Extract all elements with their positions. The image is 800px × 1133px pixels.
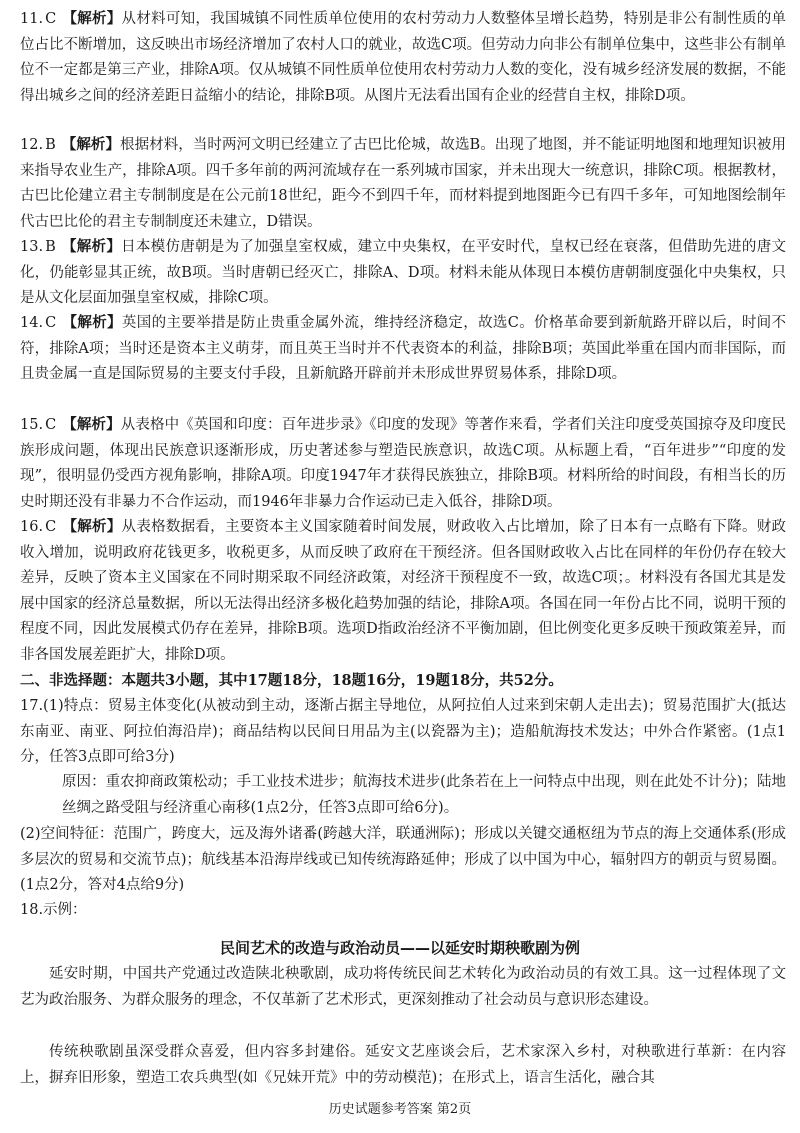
- answer-item-12: 12. B 【解析】根据材料，当时两河文明已经建立了古巴比伦城，故选B。出现了地图，并不能证明地图和地理知识被用来指导农业生产，排除A项。四千多年前的两河流域存在一系列城市国家，并未出现大一统意识，排除C项。根据教材，古巴比伦建立君主专制制度是在公元前18世纪，距今不到四千年，而材料提到地图距今已有四千多年，可知地图绘制年代古巴比伦的君主专制制度还未建立，D错误。: [20, 136, 786, 230]
- section-title-non-choice: 二、非选择题：本题共3小题，其中17题18分，18题16分，19题18分，共52分。: [20, 672, 563, 689]
- essay-title: 民间艺术的改造与政治动员——以延安时期秧歌剧为例: [219, 939, 580, 957]
- essay-paragraph-2: 传统秧歌剧虽深受群众喜爱，但内容多封建俗。延安文艺座谈会后，艺术家深入乡村，对秧歌进行革新：在内容上，摒弃旧形象，塑造工农兵典型(如《兄妹开荒》中的劳动模范)；在形式上，语言生活化，融合其: [20, 1044, 786, 1086]
- answer-18-label: 18.示例：: [20, 902, 87, 918]
- answer-item-11: 11. C 【解析】从材料可知，我国城镇不同性质单位使用的农村劳动力人数整体呈增长趋势，特别是非公有制性质的单位占比不断增加，这反映出市场经济增加了农村人口的就业，故选C项。但劳动力向非公有制单位集中，这些非公有制单位不一定都是第三产业，排除A项。仅从城镇不同性质单位使用农村劳动力人数的变化，没有城乡经济发展的数据，不能得出城乡之间的经济差距日益缩小的结论，排除B项。从图片无法看出国有企业的经营自主权，排除D项。: [20, 10, 787, 104]
- answer-item-15: 15. C 【解析】从表格中《英国和印度：百年进步录》《印度的发现》等著作来看，学者们关注印度受英国掠夺及印度民族形成问题，体现出民族意识逐渐形成，历史著述参与塑造民族意识，故选C项。从标题上看，“百年进步”“印度的发现”，很明显仍受西方视角影响，排除A项。印度1947年才获得民族独立，排除B项。材料所给的时间段，有相当长的历史时期还没有非暴力不合作运动，而1946年非暴力合作运动已走入低谷，排除D项。: [20, 416, 786, 510]
- answer-item-13: 13. B 【解析】日本模仿唐朝是为了加强皇室权威，建立中央集权，在平安时代，皇权已经在衰落，但借助先进的唐文化，仍能彰显其正统，故B项。当时唐朝已经灭亡，排除A、D项。材料未能从体现日本模仿唐朝制度强化中央集权，只是从文化层面加强皇室权威，排除C项。: [20, 238, 786, 307]
- page-footer: 历史试题参考答案 第2页: [328, 1102, 472, 1117]
- answer-17-part1: 17.(1)特点：贸易主体变化(从被动到主动，逐渐占据主导地位，从阿拉伯人过来到宋朝人走出去)；贸易范围扩大(抵达东南亚、南亚、阿拉伯海沿岸)；商品结构以民间日用品为主(以瓷器为主)；造船航海技术发达；中外合作紧密。(1点1分，任答3点即可给3分): [20, 698, 786, 766]
- answer-item-14: 14. C 【解析】英国的主要举措是防止贵重金属外流，维持经济稳定，故选C。价格革命要到新航路开辟以后，时间不符，排除A项；当时还是资本主义萌芽，而且英王当时并不代表资本的利益，排除B项；英国此举重在国内而非国际，而且贵金属一直是国际贸易的主要支付手段，且新航路开辟前并未形成世界贸易体系，排除D项。: [20, 314, 787, 383]
- answer-item-16: 16. C 【解析】从表格数据看，主要资本主义国家随着时间发展，财政收入占比增加，除了日本有一点略有下降。财政收入增加，说明政府花钱更多，收税更多，从而反映了政府在干预经济。但各国财政收入占比在同样的年份仍存在较大差异，反映了资本主义国家在不同时期采取不同经济政策，对经济干预程度不一致，故选C项；。材料没有各国尤其是发展中国家的经济总量数据，所以无法得出经济多极化趋势加强的结论，排除A项。各国在同一年份占比不同，说明干预的程度不同，因此发展模式仍存在差异，排除B项。选项D指政治经济不平衡加剧，但比例变化更多反映干预政策差异，而非各国发展差距扩大，排除D项。: [20, 518, 787, 663]
- essay-paragraph-1: 延安时期，中国共产党通过改造陕北秧歌剧，成功将传统民间艺术转化为政治动员的有效工具。这一过程体现了文艺为政治服务、为群众服务的理念，不仅革新了艺术形式，更深刻推动了社会动员与意识形态建设。: [20, 966, 786, 1008]
- answer-17-part2: (2)空间特征：范围广，跨度大，远及海外诸番(跨越大洋，联通洲际)；形成以关键交通枢纽为节点的海上交通体系(形成多层次的贸易和交流节点)；航线基本沿海岸线或已知传统海路延伸；形成了以中国为中心，辐射四方的朝贡与贸易圈。(1点2分，答对4点给9分): [20, 826, 786, 894]
- answer-17-reasons: 原因：重农抑商政策松动；手工业技术进步；航海技术进步(此条若在上一问特点中出现，则在此处不计分)；陆地丝绸之路受阻与经济重心南移(1点2分，任答3点即可给6分)。: [62, 774, 786, 816]
